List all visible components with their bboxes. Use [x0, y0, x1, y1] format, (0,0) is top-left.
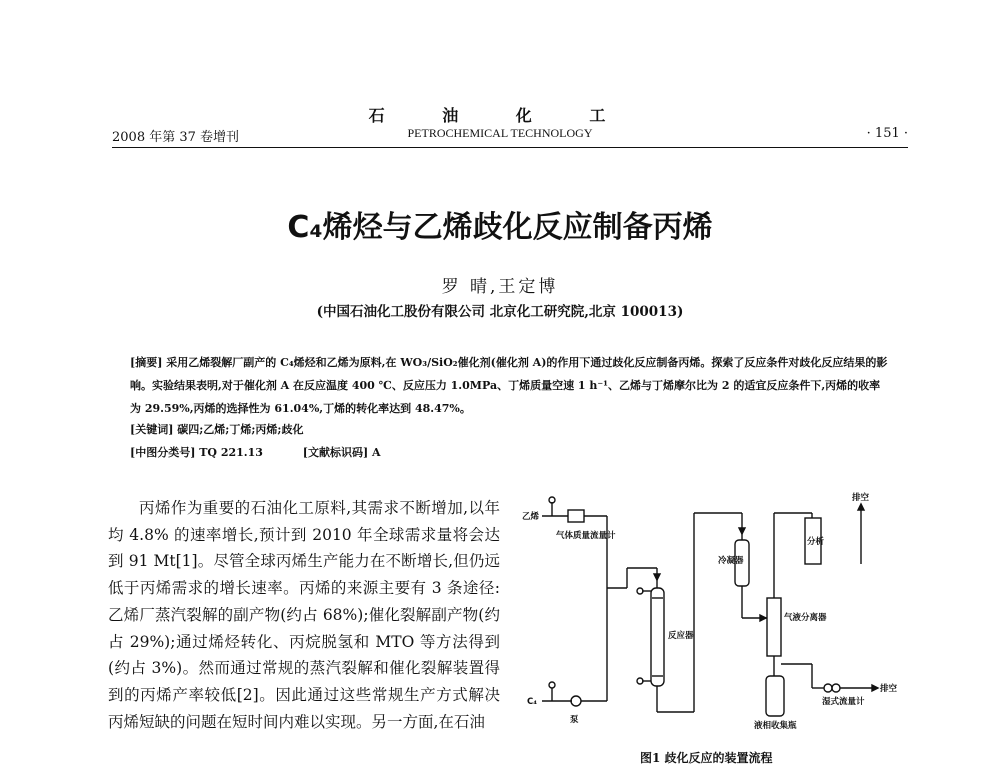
wet-meter-icon — [824, 684, 832, 692]
header-rule — [112, 147, 908, 148]
mass-flow-meter-icon — [568, 510, 584, 522]
abstract-tag: [摘要] — [130, 356, 163, 369]
label-reactor: 反应器 — [668, 631, 694, 641]
label-condenser: 冷凝器 — [718, 556, 744, 566]
journal-name-cn: 石 油 化 工 — [368, 106, 632, 125]
liquid-bottle-icon — [766, 676, 784, 716]
label-c4: C₄ — [527, 697, 537, 707]
figure-caption: 图1 歧化反应的装置流程 — [640, 751, 773, 765]
reactor-icon — [651, 588, 664, 686]
label-mass-flow: 气体质量流量计 — [556, 531, 616, 541]
separator-icon — [767, 598, 781, 656]
label-analysis: 分析 — [807, 537, 825, 547]
label-separator: 气液分离器 — [784, 613, 827, 623]
page-number: · 151 · — [866, 126, 908, 141]
keywords: [关键词] 碳四;乙烯;丁烯;丙烯;歧化 — [130, 423, 304, 436]
journal-name-en: PETROCHEMICAL TECHNOLOGY — [407, 126, 593, 140]
label-wet-meter: 湿式流量计 — [822, 697, 865, 707]
body-text — [108, 495, 500, 735]
label-ethylene: 乙烯 — [522, 512, 540, 522]
issue-label: 2008 年第 37 卷增刊 — [112, 130, 240, 145]
paper-title: C₄烯烃与乙烯歧化反应制备丙烯 — [287, 210, 713, 245]
affiliation: (中国石油化工股份有限公司 北京化工研究院,北京 100013) — [316, 304, 684, 320]
label-pump: 泵 — [570, 715, 579, 725]
pump-icon — [571, 696, 581, 706]
label-vent-top: 排空 — [852, 493, 870, 503]
abstract — [130, 351, 890, 420]
process-flow-diagram — [522, 488, 908, 760]
body-paragraph: 丙烯作为重要的石油化工原料,其需求不断增加,以年均 4.8% 的速率增长,预计到 2010 年全球需求量将会达到 91 Mt[1]。尽管全球丙烯生产能力在不断增长,但仍远低于丙烯需求的增长速率。丙烯的来源主要有 3 条途径:乙烯厂蒸汽裂解的副产物(约占 68%);催化裂解副产物(约占 29%);通过烯烃转化、丙烷脱氢和 MTO 等方法得到(约占 3%)。然而通过常规的蒸汽裂解和催化裂解装置得到的丙烯产率较低[2]。因此通过这些常规生产方式解决丙烯短缺的问题在短时间内难以实现。另一方面,在石油 — [108, 499, 500, 731]
abstract-text: 采用乙烯裂解厂副产的 C₄烯烃和乙烯为原料,在 WO₃/SiO₂催化剂(催化剂 A)的作用下通过歧化反应制备丙烯。探索了反应条件对歧化反应结果的影响。实验结果表明,对于催化剂 A 在反应温度 400 ℃、反应压力 1.0MPa、丁烯质量空速 1 h⁻¹、乙烯与丁烯摩尔比为 2 的适宜反应条件下,丙烯的收率为 29.59%,丙烯的选择性为 61.04%,丁烯的转化率达到 48.47%。 — [130, 356, 888, 415]
authors: 罗 晴,王定博 — [441, 277, 559, 297]
classification-code: [中图分类号] TQ 221.13 — [130, 446, 263, 459]
label-liquid-bottle: 液相收集瓶 — [754, 721, 797, 731]
label-vent-right: 排空 — [880, 684, 898, 694]
classification-row — [130, 444, 417, 460]
document-code: [文献标识码] A — [302, 446, 381, 459]
